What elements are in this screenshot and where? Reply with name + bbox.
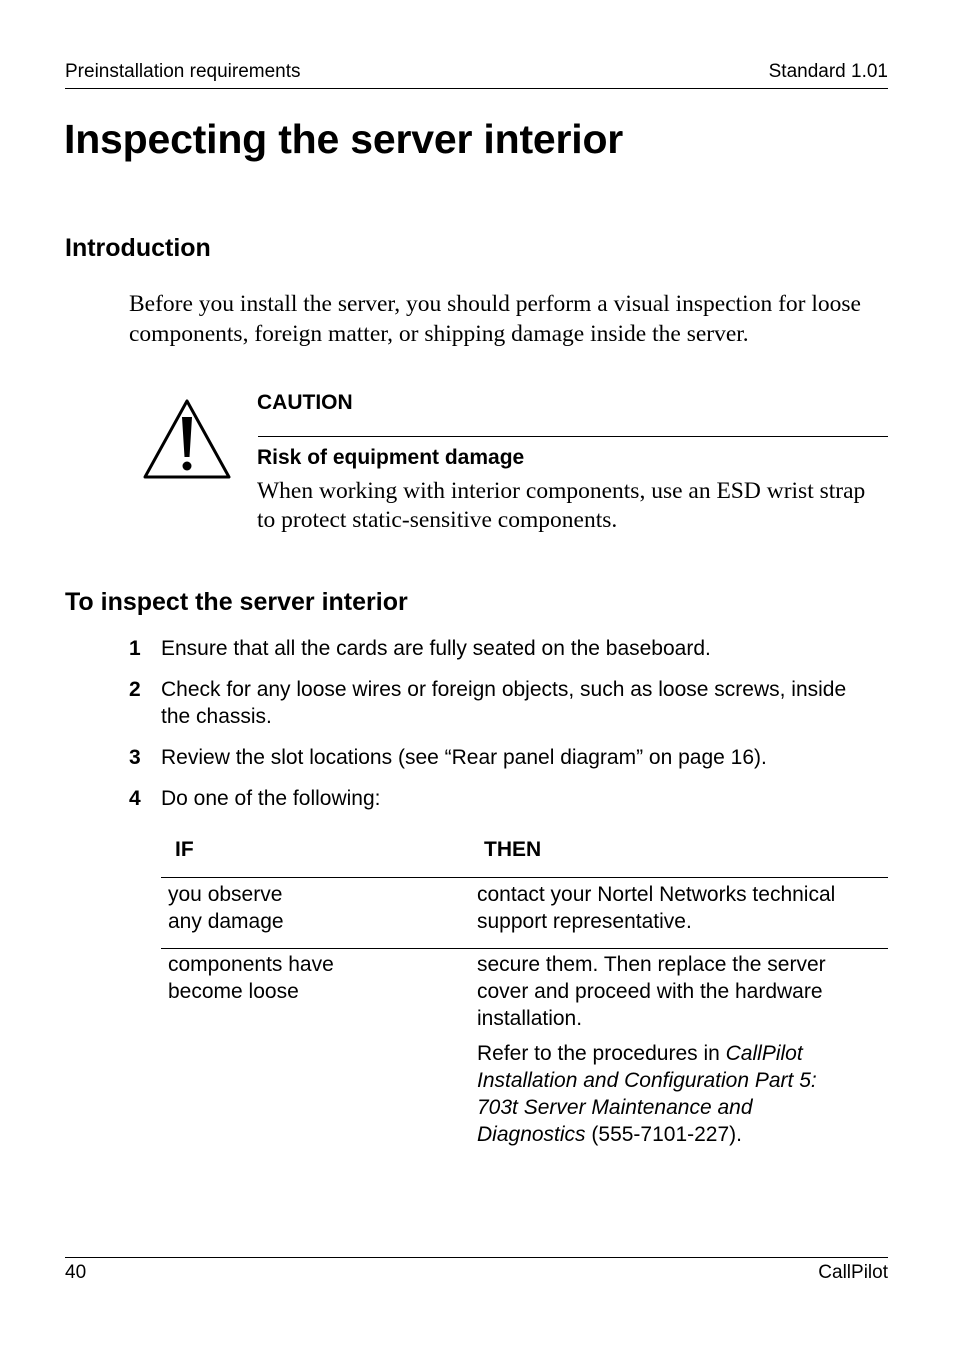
note-prefix: Refer to the procedures in bbox=[477, 1042, 726, 1065]
note-suffix: (555-7101-227). bbox=[585, 1123, 742, 1146]
table-cell-then bbox=[477, 881, 835, 935]
table-note bbox=[477, 1040, 817, 1148]
running-header-standard: Standard 1.01 bbox=[768, 61, 888, 82]
cell-line: support representative. bbox=[477, 910, 692, 933]
footer-product: CallPilot bbox=[818, 1262, 888, 1283]
step-number: 2 bbox=[129, 678, 141, 701]
document-title: CallPilot bbox=[725, 1042, 803, 1065]
caution-body: When working with interior components, use an ESD wrist strap to protect static-sensitive components. bbox=[257, 478, 866, 533]
table-header-then: THEN bbox=[484, 838, 542, 861]
page-title: Inspecting the server interior bbox=[64, 116, 624, 162]
step-number: 3 bbox=[129, 746, 141, 769]
table-cell-if bbox=[168, 881, 284, 935]
document-title: 703t Server Maintenance and bbox=[477, 1096, 753, 1119]
procedure-heading: To inspect the server interior bbox=[65, 588, 408, 616]
page-number: 40 bbox=[65, 1262, 87, 1283]
step-number: 1 bbox=[129, 637, 141, 660]
running-header-section: Preinstallation requirements bbox=[65, 61, 301, 82]
introduction-body: Before you install the server, you should perform a visual inspection for loose components, foreign matter, or shipping damage inside the server. bbox=[129, 291, 861, 347]
caution-label: CAUTION bbox=[257, 391, 353, 414]
document-title: Diagnostics bbox=[477, 1123, 586, 1146]
document-title: Installation and Configuration Part 5: bbox=[477, 1069, 817, 1092]
caution-subheading: Risk of equipment damage bbox=[257, 446, 525, 469]
cell-line: any damage bbox=[168, 910, 284, 933]
step-text: Ensure that all the cards are fully seated on the baseboard. bbox=[161, 637, 711, 660]
warning-triangle-icon bbox=[141, 397, 233, 481]
table-cell-then bbox=[477, 951, 826, 1032]
footer-divider bbox=[65, 1257, 888, 1258]
cell-line: become loose bbox=[168, 980, 299, 1003]
caution-divider bbox=[258, 436, 888, 437]
table-divider bbox=[161, 877, 888, 878]
table-cell-if bbox=[168, 951, 334, 1005]
cell-line: cover and proceed with the hardware bbox=[477, 980, 823, 1003]
step-text: Check for any loose wires or foreign objects, such as loose screws, inside the chassis. bbox=[161, 678, 847, 728]
table-divider bbox=[161, 948, 888, 949]
header-divider bbox=[65, 88, 888, 89]
cell-line: components have bbox=[168, 953, 334, 976]
table-header-if: IF bbox=[175, 838, 194, 861]
cell-line: installation. bbox=[477, 1007, 583, 1030]
introduction-heading: Introduction bbox=[65, 234, 211, 262]
step-text: Review the slot locations (see “Rear panel diagram” on page 16). bbox=[161, 746, 767, 769]
cell-line: you observe bbox=[168, 883, 283, 906]
cell-line: contact your Nortel Networks technical bbox=[477, 883, 836, 906]
step-number: 4 bbox=[129, 787, 141, 810]
cell-line: secure them. Then replace the server bbox=[477, 953, 826, 976]
step-text: Do one of the following: bbox=[161, 787, 381, 810]
